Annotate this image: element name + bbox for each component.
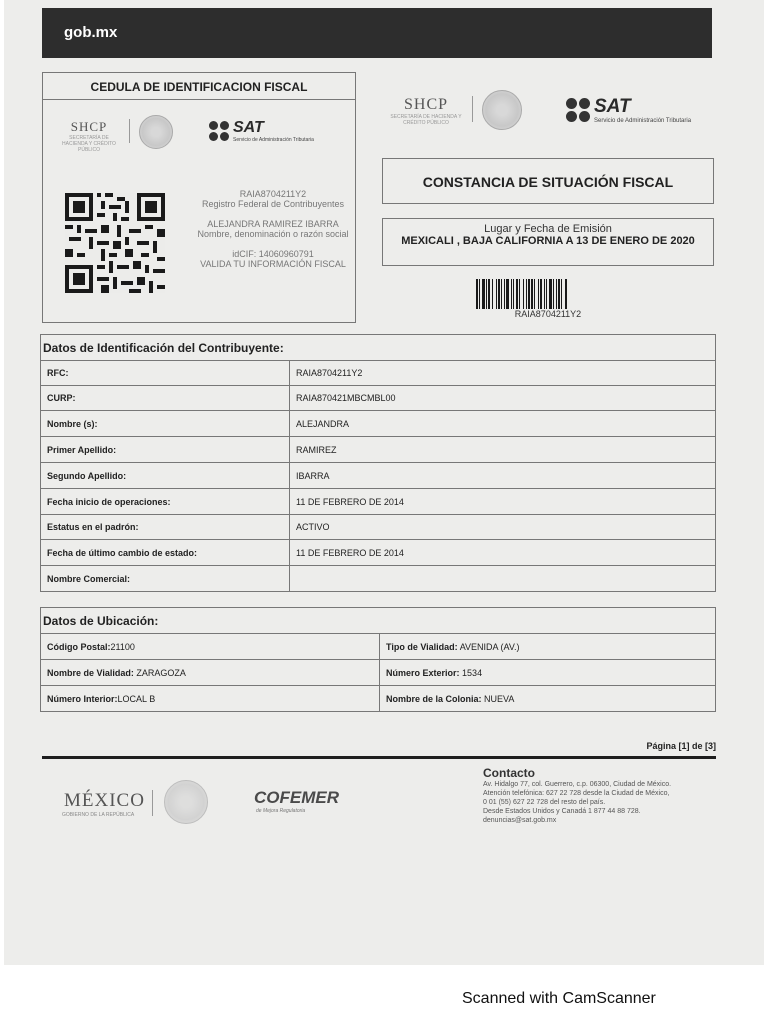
identificacion-table	[40, 334, 716, 592]
table-row: RFC: RAIA8704211Y2	[41, 361, 716, 386]
mexico-logo: MÉXICO	[64, 790, 145, 811]
mexico-seal-icon	[164, 780, 208, 824]
mexico-logo-sub: GOBIERNO DE LA REPÚBLICA	[62, 812, 135, 818]
lugar-fecha-value: MEXICALI , BAJA CALIFORNIA A 13 DE ENERO DE 2020	[401, 235, 695, 247]
lugar-fecha-label: Lugar y Fecha de Emisión	[484, 223, 612, 235]
cedula-rfc-label: Registro Federal de Contribuyentes	[201, 199, 345, 209]
lugar-fecha-box	[382, 218, 714, 266]
shcp-logo: SHCP SECRETARÍA DE HACIENDA Y CRÉDITO PÚBLICO	[62, 119, 116, 153]
ubicacion-table	[40, 607, 716, 712]
table-row: Estatus en el padrón: ACTIVO	[41, 515, 716, 540]
cofemer-logo-sub: de Mejora Regulatoria	[256, 808, 306, 814]
shcp-logo-header: SHCP SECRETARÍA DE HACIENDA Y CRÉDITO PÚBLICO	[390, 96, 462, 126]
table-row: Fecha de último cambio de estado: 11 DE FEBRERO DE 2014	[41, 540, 716, 566]
cofemer-logo: COFEMER	[254, 788, 339, 807]
cedula-info	[193, 189, 353, 269]
constancia-title: CONSTANCIA DE SITUACIÓN FISCAL	[382, 158, 714, 204]
cedula-valida-link[interactable]: VALIDA TU INFORMACIÓN FISCAL	[200, 259, 346, 269]
identificacion-title: Datos de Identificación del Contribuyente:	[41, 335, 716, 361]
mexico-seal-icon	[482, 90, 522, 130]
contacto-block	[483, 766, 723, 825]
contacto-line: Av. Hidalgo 77, col. Guerrero, c.p. 06300, Ciudad de México.	[483, 781, 672, 788]
table-row: Nombre (s): ALEJANDRA	[41, 411, 716, 437]
cedula-name-label: Nombre, denominación o razón social	[197, 229, 349, 239]
table-row: Código Postal:21100 Tipo de Vialidad: AVENIDA (AV.)	[41, 634, 716, 660]
contacto-line: 0 01 (55) 627 22 728 del resto del país.	[483, 799, 606, 806]
sat-dots-icon	[566, 98, 590, 122]
divider	[42, 756, 716, 759]
gobmx-header-bar	[42, 8, 712, 58]
cedula-title: CEDULA DE IDENTIFICACION FISCAL	[43, 73, 355, 100]
contacto-line: Desde Estados Unidos y Canadá 1 877 44 88 728.	[483, 808, 641, 815]
table-row: Nombre Comercial:	[41, 566, 716, 592]
table-row: Primer Apellido: RAMIREZ	[41, 437, 716, 463]
table-row: Segundo Apellido: IBARRA	[41, 463, 716, 489]
contacto-line: Atención telefónica: 627 22 728 desde la Ciudad de México,	[483, 790, 670, 797]
table-row: Nombre de Vialidad: ZARAGOZA Número Exterior: 1534	[41, 660, 716, 686]
mexico-seal-icon	[139, 115, 173, 149]
contacto-title: Contacto	[483, 766, 535, 780]
gobmx-logo[interactable]: gob.mx	[64, 24, 118, 41]
camscanner-watermark: Scanned with CamScanner	[462, 990, 656, 1007]
cedula-panel	[42, 72, 356, 323]
cedula-name: ALEJANDRA RAMIREZ IBARRA	[207, 219, 339, 229]
page-number: Página [1] de [3]	[646, 741, 716, 751]
cedula-rfc: RAIA8704211Y2	[239, 189, 307, 199]
ubicacion-title: Datos de Ubicación:	[41, 608, 716, 634]
table-row: Fecha inicio de operaciones: 11 DE FEBRERO DE 2014	[41, 489, 716, 515]
barcode-text: RAIA8704211Y2	[514, 309, 582, 319]
table-row: Número Interior:LOCAL B Nombre de la Colonia: NUEVA	[41, 686, 716, 712]
sat-logo: SAT Servicio de Administración Tributaria	[209, 119, 314, 143]
qr-code	[65, 193, 165, 293]
sat-dots-icon	[209, 121, 229, 141]
table-row: CURP: RAIA870421MBCMBL00	[41, 386, 716, 411]
cedula-idcif: idCIF: 14060960791	[232, 249, 314, 259]
barcode	[476, 279, 620, 309]
contacto-email-link[interactable]: denuncias@sat.gob.mx	[483, 817, 557, 824]
sat-logo-header: SAT Servicio de Administración Tributaria	[566, 96, 691, 124]
